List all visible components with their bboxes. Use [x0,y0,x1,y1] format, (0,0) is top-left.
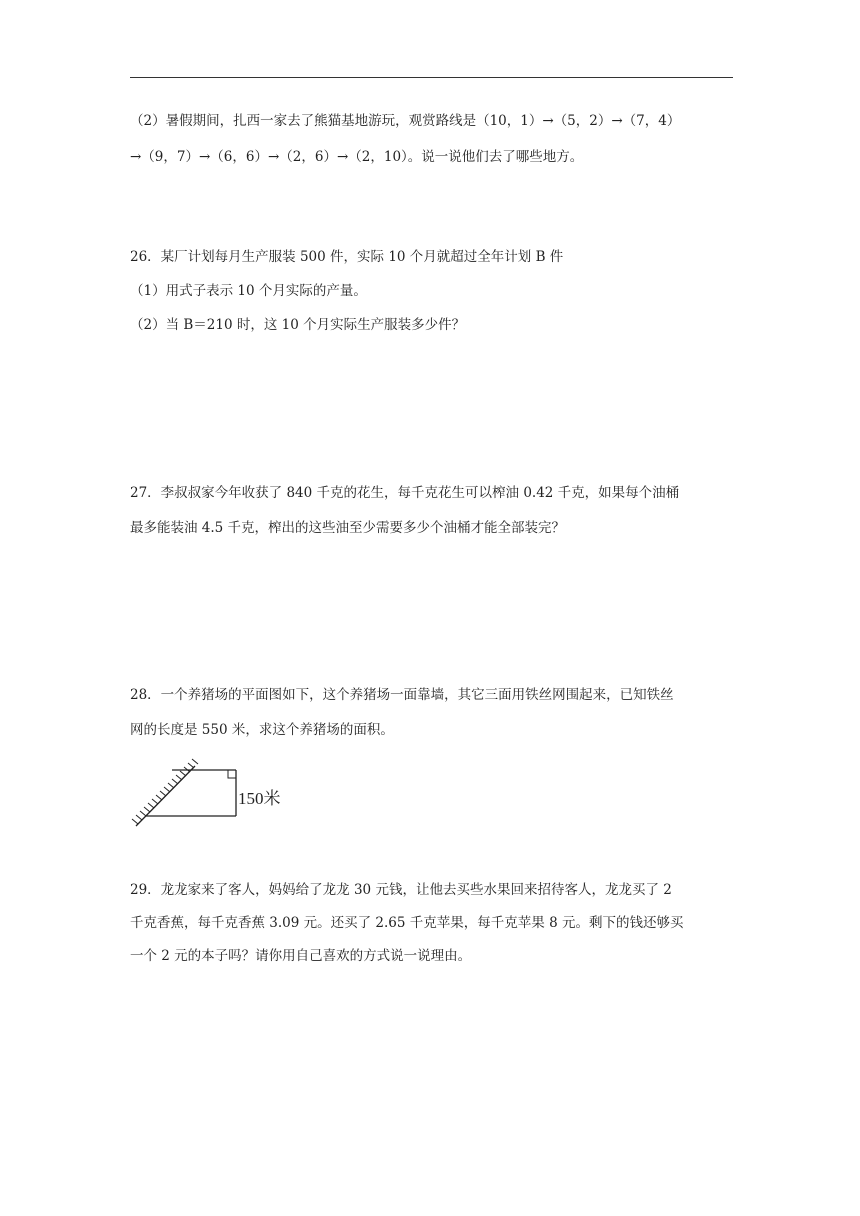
q26-part2: （2）当 B＝210 时，这 10 个月实际生产服装多少件？ [130,317,466,333]
height-label: 150米 [238,789,281,808]
q27-line2: 最多能装油 4.5 千克，榨出的这些油至少需要多少个油桶才能全部装完？ [130,520,566,536]
header-rule [130,77,733,78]
q28-line2: 网的长度是 550 米，求这个养猪场的面积。 [130,722,394,738]
right-angle-mark [228,770,236,778]
q26-stem: 26．某厂计划每月生产服装 500 件，实际 10 个月就超过全年计划 B 件 [130,249,564,265]
wall-hatching [132,759,198,824]
q29-line3: 一个 2 元的本子吗？请你用自己喜欢的方式说一说理由。 [130,948,472,964]
q28-line1: 28．一个养猪场的平面图如下，这个养猪场一面靠墙，其它三面用铁丝网围起来，已知铁丝 [130,687,674,703]
q27-line1: 27．李叔叔家今年收获了 840 千克的花生，每千克花生可以榨油 0.42 千克，如果每个油桶 [130,485,680,501]
q25-part2-line2: →（9，7）→（6，6）→（2，6）→（2，10）。说一说他们去了哪些地方。 [130,149,584,165]
q25-part2-line1: （2）暑假期间，扎西一家去了熊猫基地游玩，观赏路线是（10，1）→（5，2）→（7，4） [130,113,681,129]
q29-line1: 29．龙龙家来了客人，妈妈给了龙龙 30 元钱，让他去买些水果回来招待客人，龙龙买了 2 [130,882,672,898]
pig-farm-diagram [128,752,298,838]
q26-part1: （1）用式子表示 10 个月实际的产量。 [130,283,367,299]
q29-line2: 千克香蕉，每千克香蕉 3.09 元。还买了 2.65 千克苹果，每千克苹果 8 元。剩下的钱还够买 [130,915,684,931]
